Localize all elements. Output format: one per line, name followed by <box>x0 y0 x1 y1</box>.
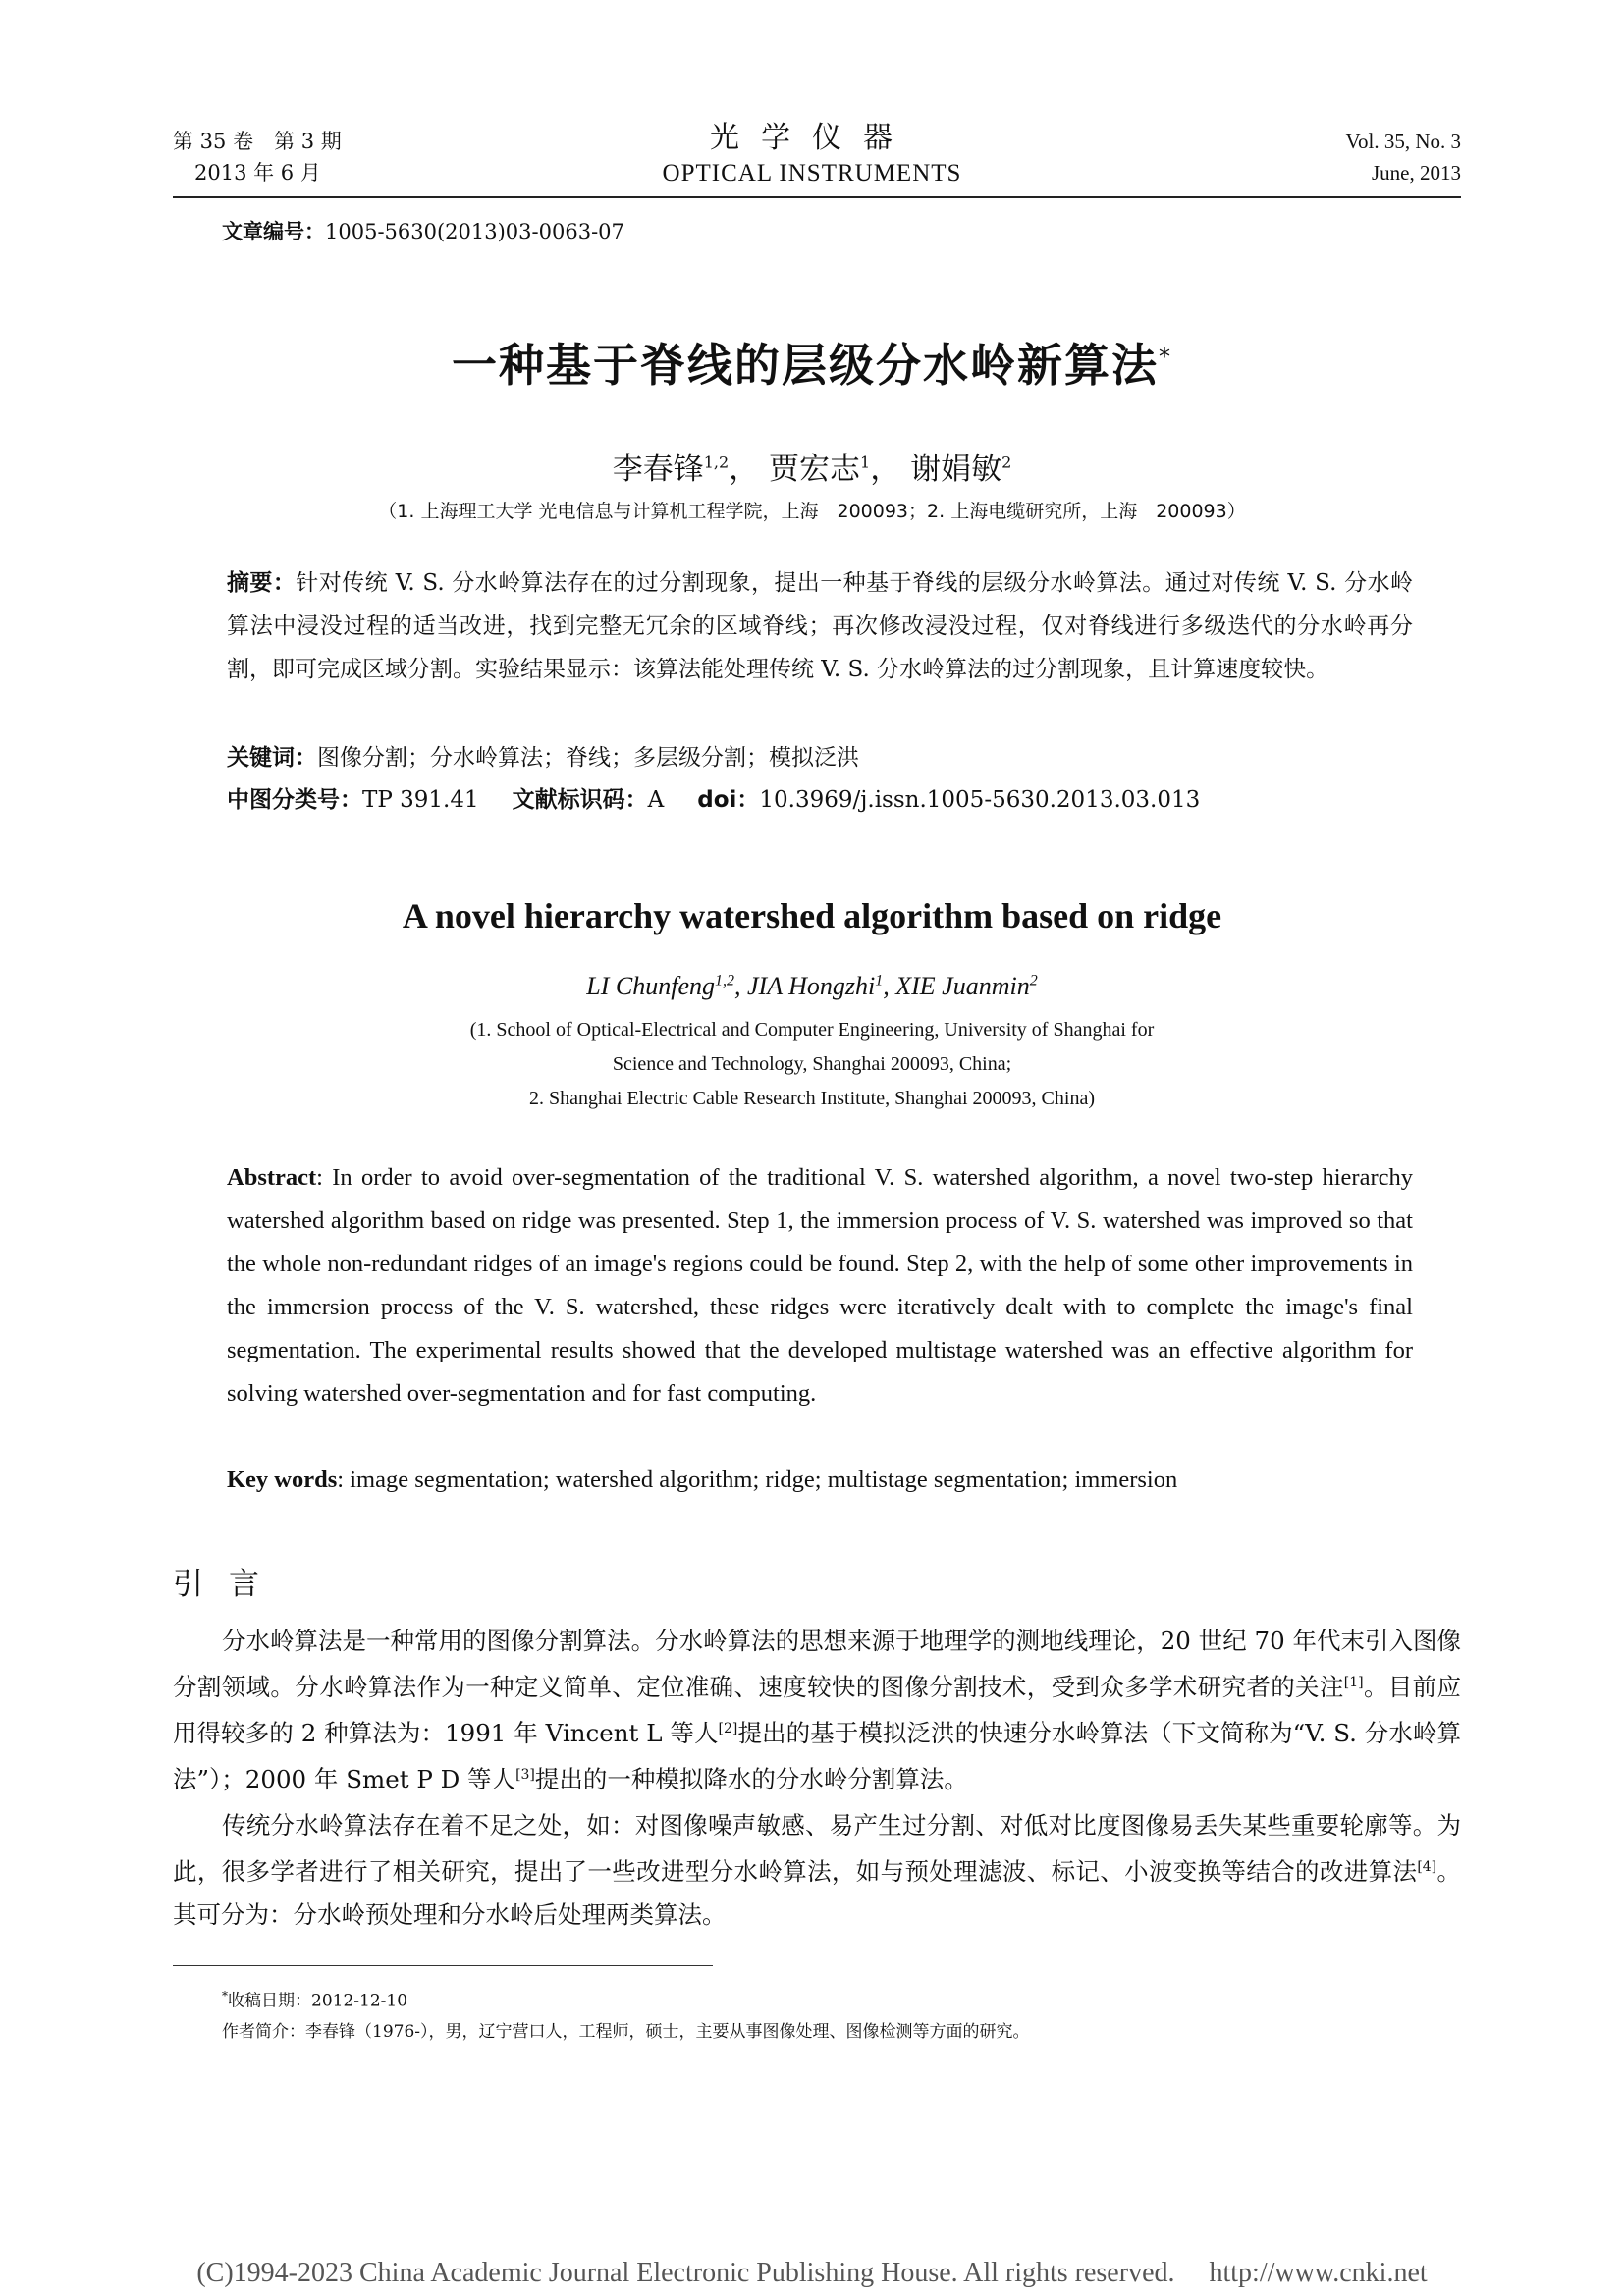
authors-en <box>0 972 1624 1001</box>
paragraph-text: 分水岭算法是一种常用的图像分割算法。分水岭算法的思想来源于地理学的测地线理论，20 世纪 70 年代末引入图像分割领域。分水岭算法作为一种定义简单、定位准确、速度较快的图像分割技术，受到众多学术研究者的关注 <box>173 1627 1461 1702</box>
paper-title-en: A novel hierarchy watershed algorithm based on ridge <box>402 896 1222 935</box>
citation[interactable]: [2] <box>718 1721 738 1737</box>
article-number-value: 1005-5630(2013)03-0063-07 <box>325 220 624 243</box>
author-affiliation-mark: 1,2 <box>715 972 735 989</box>
footnote-rule <box>173 1965 713 1966</box>
author-affiliation-mark: 2 <box>1029 972 1038 989</box>
doc-code-label: 文献标识码： <box>512 787 648 813</box>
copyright-watermark: (C)1994-2023 China Academic Journal Electronic Publishing House. All rights reserved. http://www.cnki.net <box>196 2258 1428 2288</box>
citation[interactable]: [4] <box>1417 1859 1437 1876</box>
date-en: June, 2013 <box>1372 161 1461 185</box>
journal-name-en: OPTICAL INSTRUMENTS <box>662 160 962 187</box>
citation[interactable]: [1] <box>1343 1675 1364 1690</box>
abstract-cn <box>227 561 1413 691</box>
title-footnote-mark: * <box>1159 343 1172 371</box>
received-date: 收稿日期：2012-12-10 <box>228 1991 408 2011</box>
abstract-cn-label: 摘要： <box>227 570 297 596</box>
author-affiliation-mark: 2 <box>1001 453 1012 472</box>
authors-cn <box>0 444 1624 488</box>
keywords-en-label: Key words <box>227 1467 338 1493</box>
article-number <box>222 216 624 245</box>
clc-value: TP 391.41 <box>362 787 479 813</box>
footnote-received <box>222 1981 1030 2017</box>
author-cn: 谢娟敏 <box>910 452 1002 487</box>
paragraph <box>173 1620 1461 1800</box>
affiliation-en-line: Science and Technology, Shanghai 200093, China; <box>612 1053 1012 1075</box>
author-en: JIA Hongzhi <box>747 972 876 1000</box>
footnote <box>222 1981 1030 2048</box>
abstract-en-label: Abstract <box>227 1164 317 1191</box>
date-cn: 2013 年 6 月 <box>194 161 321 185</box>
author-separator: , <box>734 972 748 1000</box>
header-right <box>1346 126 1461 188</box>
paragraph-text: 。其可分为：分水岭预处理和分水岭后处理两类算法。 <box>173 1857 1462 1929</box>
keywords-en-text: : image segmentation; watershed algorithm; ridge; multistage segmentation; immersion <box>337 1467 1178 1493</box>
author-affiliation-mark: 1 <box>875 972 884 989</box>
keywords-cn-label: 关键词： <box>227 745 317 771</box>
paragraph-text: 。目前应用得较多的 2 种算法为：1991 年 Vincent L 等人 <box>173 1673 1462 1748</box>
paper-title-cn <box>0 330 1624 395</box>
abstract-en <box>227 1156 1413 1415</box>
affiliation-en-line: 2. Shanghai Electric Cable Research Institute, Shanghai 200093, China) <box>529 1088 1095 1109</box>
article-number-label: 文章编号： <box>222 220 325 243</box>
author-separator: ， <box>729 452 760 487</box>
classification-line <box>227 778 1200 822</box>
clc-label: 中图分类号： <box>227 787 362 813</box>
abstract-cn-text: 针对传统 V. S. 分水岭算法存在的过分割现象，提出一种基于脊线的层级分水岭算法。通过对传统 V. S. 分水岭算法中浸没过程的适当改进，找到完整无冗余的区域脊线；再次修改浸没过程，仅对脊线进行多级迭代的分水岭再分割，即可完成区域分割。实验结果显示：该算法能处理传统 V. S. 分水岭算法的过分割现象，且计算速度较快。 <box>227 570 1414 682</box>
affiliation-en <box>0 1013 1624 1116</box>
author-separator: , <box>883 972 896 1000</box>
doi-label: doi： <box>697 787 760 813</box>
author-cn: 李春锋 <box>612 452 704 487</box>
keywords-en <box>227 1459 1454 1502</box>
header-rule <box>173 196 1461 198</box>
author-en: LI Chunfeng <box>586 972 716 1000</box>
author-affiliation-mark: 1,2 <box>703 453 730 472</box>
section-heading-introduction: 引言 <box>173 1567 285 1602</box>
footnote-bio: 作者简介：李春锋（1976-），男，辽宁营口人，工程师，硕士，主要从事图像处理、图像检测等方面的研究。 <box>222 2021 1030 2042</box>
keywords-cn-text: 图像分割；分水岭算法；脊线；多层级分割；模拟泛洪 <box>317 745 859 771</box>
paragraph-text: 传统分水岭算法存在着不足之处，如：对图像噪声敏感、易产生过分割、对低对比度图像易丢失某些重要轮廓等。为此，很多学者进行了相关研究，提出了一些改进型分水岭算法，如与预处理滤波、标记、小波变换等结合的改进算法 <box>173 1811 1461 1887</box>
author-separator: ， <box>870 452 901 487</box>
doc-code-value: A <box>647 787 665 813</box>
affiliation-en-line: (1. School of Optical-Electrical and Computer Engineering, University of Shanghai for <box>469 1019 1155 1041</box>
abstract-en-text: : In order to avoid over-segmentation of the traditional V. S. watershed algorithm, a novel two-step hierarchy watershed algorithm based on ridge was presented. Step 1, the immersion process of V. S. watershed was improved so that the whole non-redundant ridges of an image's regions could be found. Step 2, with the help of some other improvements in the immersion process of the V. S. watershed, these ridges were iteratively dealt with to complete the image's final segmentation. The experimental results showed that the developed multistage watershed was an effective algorithm for solving watershed over-segmentation and for fast computing. <box>227 1164 1413 1407</box>
doi-value[interactable]: 10.3969/j.issn.1005-5630.2013.03.013 <box>759 787 1201 813</box>
author-cn: 贾宏志 <box>769 452 861 487</box>
paragraph-text: 提出的基于模拟泛洪的快速分水岭算法（下文简称为“V. S. 分水岭算法”）；2000 年 Smet P D 等人 <box>173 1719 1462 1794</box>
paragraph <box>173 1804 1461 1935</box>
paragraph-text: 提出的一种模拟降水的分水岭分割算法。 <box>534 1765 968 1794</box>
author-affiliation-mark: 1 <box>860 453 871 472</box>
author-en: XIE Juanmin <box>895 972 1030 1000</box>
title-cn-text: 一种基于脊线的层级分水岭新算法 <box>452 339 1159 392</box>
body-text <box>173 1620 1461 1940</box>
affiliation-cn: （1. 上海理工大学 光电信息与计算机工程学院，上海 200093；2. 上海电缆研究所，上海 200093） <box>378 501 1246 522</box>
journal-name-cn: 光学仪器 <box>710 121 914 155</box>
volume-issue-en: Vol. 35, No. 3 <box>1345 130 1461 153</box>
keywords-cn <box>227 736 859 779</box>
citation[interactable]: [3] <box>515 1767 535 1784</box>
volume-issue-cn: 第 35 卷 第 3 期 <box>173 130 342 153</box>
footnote-mark: * <box>222 1989 228 2002</box>
